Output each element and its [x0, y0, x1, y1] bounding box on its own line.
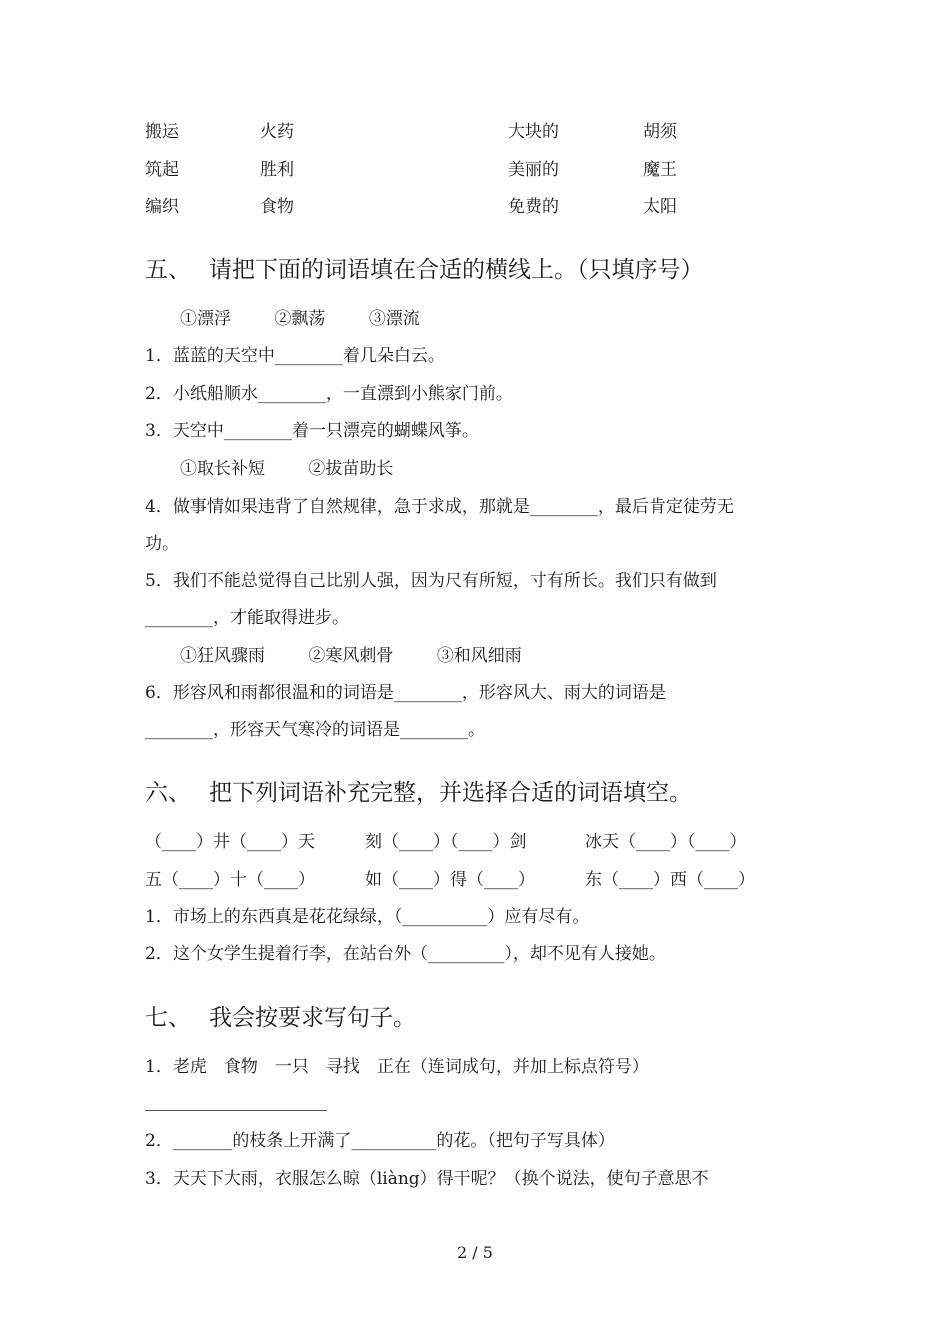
- answer-line: [145, 1110, 327, 1111]
- match-word: 免费的: [508, 197, 559, 217]
- option-list: [180, 458, 431, 480]
- section-title: 请把下面的词语填在合适的横线上。（只填序号）: [209, 257, 704, 283]
- question-text: 6．形容风和雨都很温和的词语是________，形容风大、雨大的词语是: [145, 683, 666, 703]
- question-text: ________，形容天气寒冷的词语是________。: [145, 720, 485, 740]
- question-text: ________，才能取得进步。: [145, 608, 349, 628]
- question-text: 2．这个女学生提着行李，在站台外（_________），却不见有人接她。: [145, 944, 666, 964]
- question-text: 1．老虎 食物 一只 寻找 正在（连词成句，并加上标点符号）: [145, 1057, 649, 1077]
- idiom-blank: 东（____）西（____）: [585, 870, 755, 890]
- idiom-blank: 五（____）十（____）: [145, 870, 315, 890]
- question-text: 4．做事情如果违背了自然规律，急于求成，那就是________，最后肯定徒劳无: [145, 497, 734, 517]
- section-number: 五、: [145, 257, 191, 283]
- option-list: [180, 645, 560, 667]
- section-6-heading: [145, 778, 692, 808]
- match-word: 胡须: [643, 122, 677, 142]
- match-word: 火药: [260, 122, 294, 142]
- question-text: 功。: [145, 534, 179, 554]
- idiom-blank: 冰天（____）（____）: [585, 832, 747, 852]
- question-text: 2．小纸船顺水________，一直漂到小熊家门前。: [145, 384, 513, 404]
- idiom-blank: 如（____）得（____）: [365, 870, 535, 890]
- question-text: 2．_______的枝条上开满了__________的花。（把句子写具体）: [145, 1131, 615, 1151]
- option-item: ①漂浮: [180, 309, 231, 329]
- option-item: ①狂风骤雨: [180, 646, 265, 666]
- section-number: 七、: [145, 1005, 191, 1031]
- option-item: ②飘荡: [274, 309, 326, 329]
- question-text: 5．我们不能总觉得自己比别人强，因为尺有所短，寸有所长。我们只有做到: [145, 571, 717, 591]
- question-text: 1．市场上的东西真是花花绿绿，（__________）应有尽有。: [145, 907, 590, 927]
- page-number: 2 / 5: [457, 1243, 493, 1262]
- option-item: ①取长补短: [180, 459, 265, 479]
- option-item: ③漂流: [368, 309, 420, 329]
- section-title: 我会按要求写句子。: [209, 1005, 416, 1031]
- section-7-heading: [145, 1003, 416, 1033]
- section-number: 六、: [145, 780, 191, 806]
- match-word: 太阳: [643, 197, 677, 217]
- question-text: 1．蓝蓝的天空中________着几朵白云。: [145, 346, 445, 366]
- option-item: ②拔苗助长: [308, 459, 394, 479]
- idiom-blank: （____）井（____）天: [145, 832, 315, 852]
- option-list: [180, 308, 458, 330]
- match-word: 搬运: [145, 122, 179, 142]
- match-word: 编织: [145, 197, 179, 217]
- section-5-heading: [145, 255, 704, 285]
- match-word: 美丽的: [508, 160, 559, 180]
- match-word: 筑起: [145, 160, 179, 180]
- question-text: 3．天天下大雨，衣服怎么晾（liàng）得干呢？（换个说法，使句子意思不: [145, 1169, 709, 1189]
- question-text: 3．天空中________着一只漂亮的蝴蝶风筝。: [145, 421, 479, 441]
- idiom-blank: 刻（____）（____）剑: [365, 832, 527, 852]
- option-item: ②寒风刺骨: [308, 646, 394, 666]
- section-title: 把下列词语补充完整，并选择合适的词语填空。: [209, 780, 692, 806]
- match-word: 大块的: [508, 122, 559, 142]
- match-word: 食物: [260, 197, 294, 217]
- option-item: ③和风细雨: [436, 646, 522, 666]
- match-word: 胜利: [260, 160, 294, 180]
- match-word: 魔王: [643, 160, 677, 180]
